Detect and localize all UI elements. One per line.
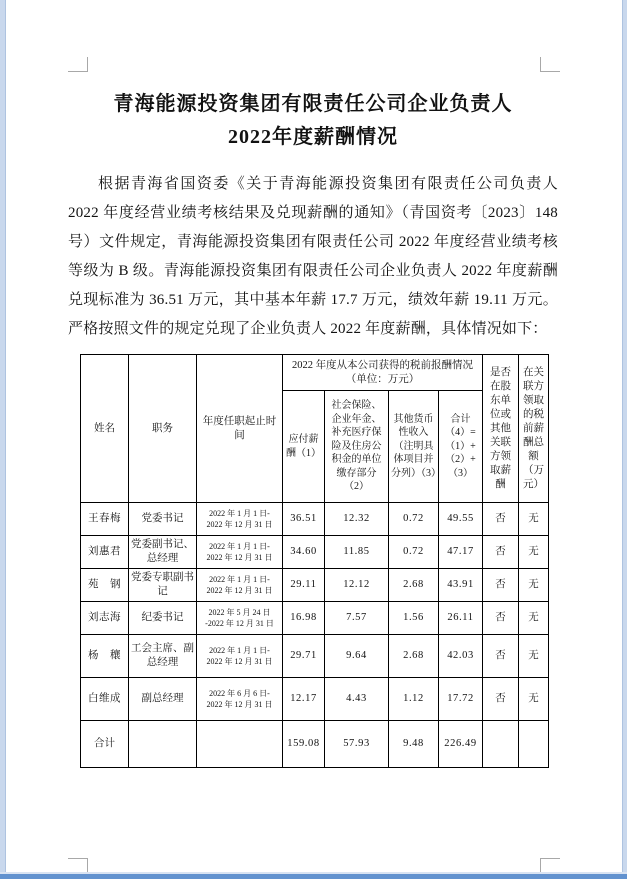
cell-total-label: 合计 <box>81 721 129 768</box>
table-row <box>81 536 549 569</box>
header-pretax-group-title: 2022 年度从本公司获得的税前报酬情况 <box>291 359 474 371</box>
cell-payable: 16.98 <box>283 602 325 635</box>
cell-shareholder: 否 <box>483 536 519 569</box>
cell-shareholder: 否 <box>483 602 519 635</box>
crop-mark-top-right <box>540 57 560 72</box>
cell-term <box>197 635 283 678</box>
table-row <box>81 635 549 678</box>
cell-total: 42.03 <box>439 635 483 678</box>
cell-term-start: 2022 年 1 月 1 日- <box>209 575 270 584</box>
cell-term <box>197 678 283 721</box>
cell-insurance: 12.12 <box>325 569 389 602</box>
cell-name: 刘惠君 <box>81 536 129 569</box>
cell-related: 无 <box>519 602 549 635</box>
cell-related: 无 <box>519 536 549 569</box>
cell-position: 副总经理 <box>129 678 197 721</box>
cell-insurance: 12.32 <box>325 503 389 536</box>
header-total: 合计（4）=（1）+（2）+（3） <box>439 391 483 503</box>
cell-term-start: 2022 年 1 月 1 日- <box>209 542 270 551</box>
cell-shareholder: 否 <box>483 635 519 678</box>
cell-term-start: 2022 年 6 月 6 日- <box>209 689 270 698</box>
table-row <box>81 678 549 721</box>
cell-position: 党委副书记、总经理 <box>129 536 197 569</box>
cell-term <box>197 503 283 536</box>
cell-shareholder: 否 <box>483 569 519 602</box>
header-position: 职务 <box>129 355 197 503</box>
cell-position: 纪委书记 <box>129 602 197 635</box>
cell-payable: 12.17 <box>283 678 325 721</box>
table-total-row <box>81 721 549 768</box>
cell-empty <box>197 721 283 768</box>
cell-position: 党委书记 <box>129 503 197 536</box>
header-pretax-group <box>283 355 483 391</box>
cell-name: 王春梅 <box>81 503 129 536</box>
cell-empty <box>519 721 549 768</box>
cell-payable: 36.51 <box>283 503 325 536</box>
cell-total: 47.17 <box>439 536 483 569</box>
cell-name: 白维成 <box>81 678 129 721</box>
cell-related: 无 <box>519 503 549 536</box>
crop-mark-top-left <box>68 57 88 72</box>
cell-total: 43.91 <box>439 569 483 602</box>
document-title-line1: 青海能源投资集团有限责任公司企业负责人 <box>113 93 513 115</box>
cell-other-income: 0.72 <box>389 536 439 569</box>
cell-empty <box>483 721 519 768</box>
cell-insurance: 7.57 <box>325 602 389 635</box>
header-name: 姓名 <box>81 355 129 503</box>
crop-mark-bottom-left <box>68 858 88 873</box>
header-shareholder-pay: 是否在股东单位或其他关联方领取薪酬 <box>483 355 519 503</box>
cell-related: 无 <box>519 678 549 721</box>
salary-table <box>80 354 549 768</box>
cell-name: 杨 穰 <box>81 635 129 678</box>
cell-name: 刘志海 <box>81 602 129 635</box>
header-row-group <box>81 355 549 391</box>
document-title-line2: 2022年度薪酬情况 <box>228 126 398 148</box>
cell-term-end: 2022 年 12 月 31 日 <box>206 586 273 595</box>
cell-position: 工会主席、副总经理 <box>129 635 197 678</box>
cell-payable: 29.11 <box>283 569 325 602</box>
table-row <box>81 503 549 536</box>
cell-total-payable: 159.08 <box>283 721 325 768</box>
cell-total: 26.11 <box>439 602 483 635</box>
cell-other-income: 1.56 <box>389 602 439 635</box>
body-paragraph: 根据青海省国资委《关于青海能源投资集团有限责任公司负责人 2022 年度经营业绩考核结果及兑现薪酬的通知》（青国资考〔2023〕148 号）文件规定，青海能源投资集团有限责任公司 2022 年度经营业绩考核等级为 B 级。青海能源投资集团有限责任公司企业负责人 2022 年度薪酬兑现标准为 36.51 万元，其中基本年薪 17.7 万元，绩效年薪 19.11 万元。严格按照文件的规定兑现了企业负责人 2022 年度薪酬，具体情况如下： <box>68 176 558 337</box>
header-other-income: 其他货币性收入（注明具体项目并分列）（3） <box>389 391 439 503</box>
cell-term-start: 2022 年 1 月 1 日- <box>209 509 270 518</box>
header-pretax-group-unit: （单位：万元） <box>345 373 420 385</box>
cell-term <box>197 536 283 569</box>
viewer-bottom-bar <box>0 872 627 879</box>
cell-term-start: 2022 年 1 月 1 日- <box>209 646 270 655</box>
cell-insurance: 9.64 <box>325 635 389 678</box>
cell-term-end: 2022 年 12 月 31 日 <box>206 553 273 562</box>
cell-total-insurance: 57.93 <box>325 721 389 768</box>
cell-total: 17.72 <box>439 678 483 721</box>
document-title <box>68 88 558 154</box>
cell-other-income: 2.68 <box>389 569 439 602</box>
table-row <box>81 569 549 602</box>
cell-payable: 34.60 <box>283 536 325 569</box>
cell-related: 无 <box>519 635 549 678</box>
crop-mark-bottom-right <box>540 858 560 873</box>
cell-related: 无 <box>519 569 549 602</box>
cell-other-income: 1.12 <box>389 678 439 721</box>
viewer-left-edge <box>0 0 6 879</box>
cell-other-income: 0.72 <box>389 503 439 536</box>
cell-term-end: -2022 年 12 月 31 日 <box>205 619 274 628</box>
cell-term <box>197 602 283 635</box>
cell-term-start: 2022 年 5 月 24 日 <box>208 608 271 617</box>
header-payable: 应付薪酬（1） <box>283 391 325 503</box>
cell-other-income: 2.68 <box>389 635 439 678</box>
cell-term <box>197 569 283 602</box>
header-related-party-pay: 在关联方领取的税前薪酬总额（万元） <box>519 355 549 503</box>
cell-empty <box>129 721 197 768</box>
header-term: 年度任职起止时间 <box>197 355 283 503</box>
document-page <box>68 88 558 768</box>
cell-term-end: 2022 年 12 月 31 日 <box>206 700 273 709</box>
cell-shareholder: 否 <box>483 678 519 721</box>
cell-shareholder: 否 <box>483 503 519 536</box>
cell-name: 苑 钢 <box>81 569 129 602</box>
cell-insurance: 4.43 <box>325 678 389 721</box>
cell-insurance: 11.85 <box>325 536 389 569</box>
cell-term-end: 2022 年 12 月 31 日 <box>206 520 273 529</box>
table-row <box>81 602 549 635</box>
cell-term-end: 2022 年 12 月 31 日 <box>206 657 273 666</box>
cell-total-other-income: 9.48 <box>389 721 439 768</box>
cell-total: 49.55 <box>439 503 483 536</box>
cell-total-sum: 226.49 <box>439 721 483 768</box>
cell-position: 党委专职副书记 <box>129 569 197 602</box>
cell-payable: 29.71 <box>283 635 325 678</box>
viewer-right-edge <box>622 0 627 879</box>
header-insurance: 社会保险、企业年金、补充医疗保险及住房公积金的单位缴存部分（2） <box>325 391 389 503</box>
